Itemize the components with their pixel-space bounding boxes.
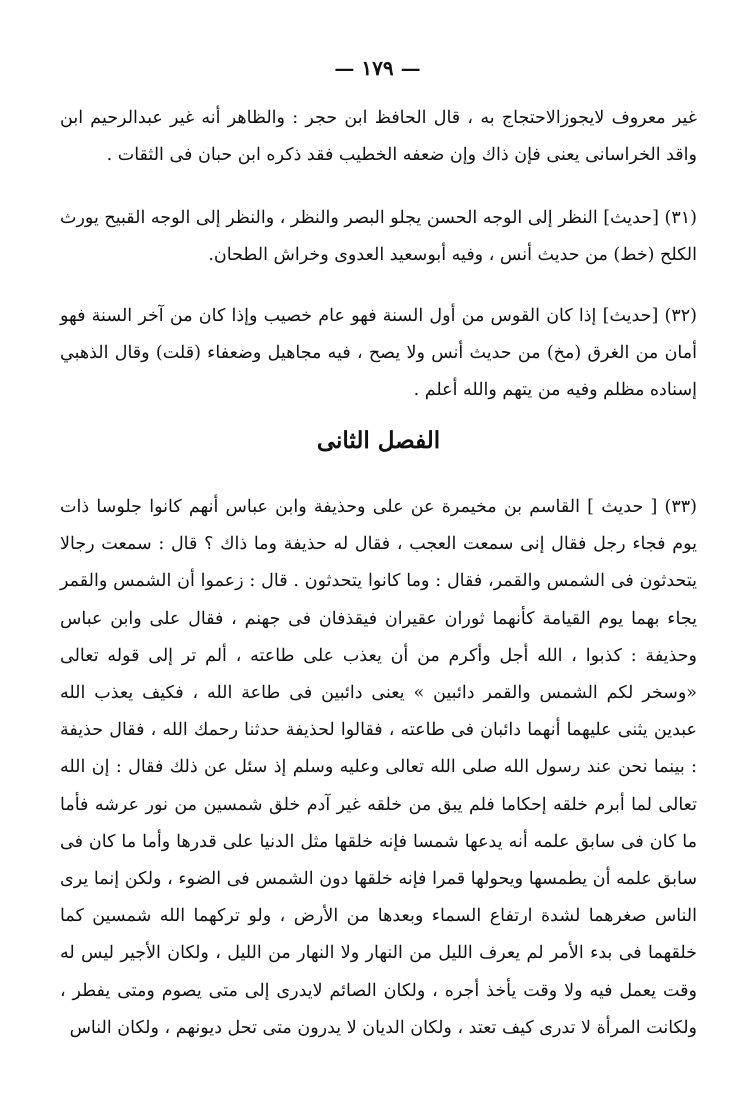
page-body [60,100,697,1047]
section-heading: الفصل الثانى [316,427,441,454]
paragraph-intro: غير معروف لايجوزالاحتجاج به ، قال الحافظ ابن حجر : والظاهر أنه غير عبدالرحيم ابن واقد الخراسانى يعنى فإن ذاك وإن ضعفه الخطيب فقد ذكره ابن حبان فى الثقات . [60,108,697,165]
paragraph-hadith-33: (٣٣) [ حديث ] القاسم بن مخيمرة عن على وحذيفة وابن عباس أنهم كانوا جلوسا ذات يوم فجاء رجل فقال إنى سمعت العجب ، فقال له حذيفة وما ذاك ؟ قال : سمعت رجالا يتحدثون فى الشمس والقمر، فقال : وما كانوا يتحدثون . قال : زعموا أن الشمس والقمر يجاء بهما يوم القيامة كأنهما ثوران عقيران فيقذفان فى جهنم ، فقال على وابن عباس وحذيفة : كذبوا ، الله أجل وأكرم من أن يعذب على طاعته ، ألم تر إلى قوله تعالى «وسخر لكم الشمس والقمر دائبين » يعنى دائبين فى طاعة الله ، فكيف يعذب الله عبدين يثنى عليهما أنهما دائبان فى طاعته ، فقالوا لحذيفة حدثنا رحمك الله ، فقال حذيفة : بينما نحن عند رسول الله صلى الله تعالى وعليه وسلم إذ سئل عن ذلك فقال : إن الله تعالى لما أبرم خلقه إحكاما فلم يبق من خلقه غير آدم خلق شمسين من نور عرشه فأما ما كان فى سابق علمه أنه يدعها شمسا فإنه خلقها مثل الدنيا على قدرها وأما ما كان فى سابق علمه أن يطمسها ويحولها قمرا فإنه خلقها دون الشمس فى الضوء ، ولكن إنما يرى الناس صغرهما لشدة ارتفاع السماء وبعدها من الأرض ، ولو تركهما الله شمسين كما خلقهما فى بدء الأمر لم يعرف الليل من النهار ولا النهار من الليل ، ولكان الأجير ليس له وقت يعمل فيه ولا وقت يأخذ أجره ، ولكان الصائم لايدرى إلى متى يصوم ومتى يفطر ، ولكانت المرأة لا تدرى كيف تعتد ، ولكان الديان لا يدرون متى تحل ديونهم ، ولكان الناس [60,497,697,1038]
page-number: — ١٧٩ — [334,56,421,80]
paragraph-hadith-31: (٣١) [حديث] النظر إلى الوجه الحسن يجلو البصر والنظر ، والنظر إلى الوجه القبيح يورث الكلح (خط) من حديث أنس ، وفيه أبوسعيد العدوى وخراش الطحان. [60,208,697,265]
paragraph-hadith-32: (٣٢) [حديث] إذا كان القوس من أول السنة فهو عام خصيب وإذا كان من آخر السنة فهو أمان من الغرق (مخ) من حديث أنس ولا يصح ، فيه مجاهيل وضعفاء (قلت) وقال الذهبي إسناده مظلم وفيه من يتهم والله أعلم . [60,306,697,400]
